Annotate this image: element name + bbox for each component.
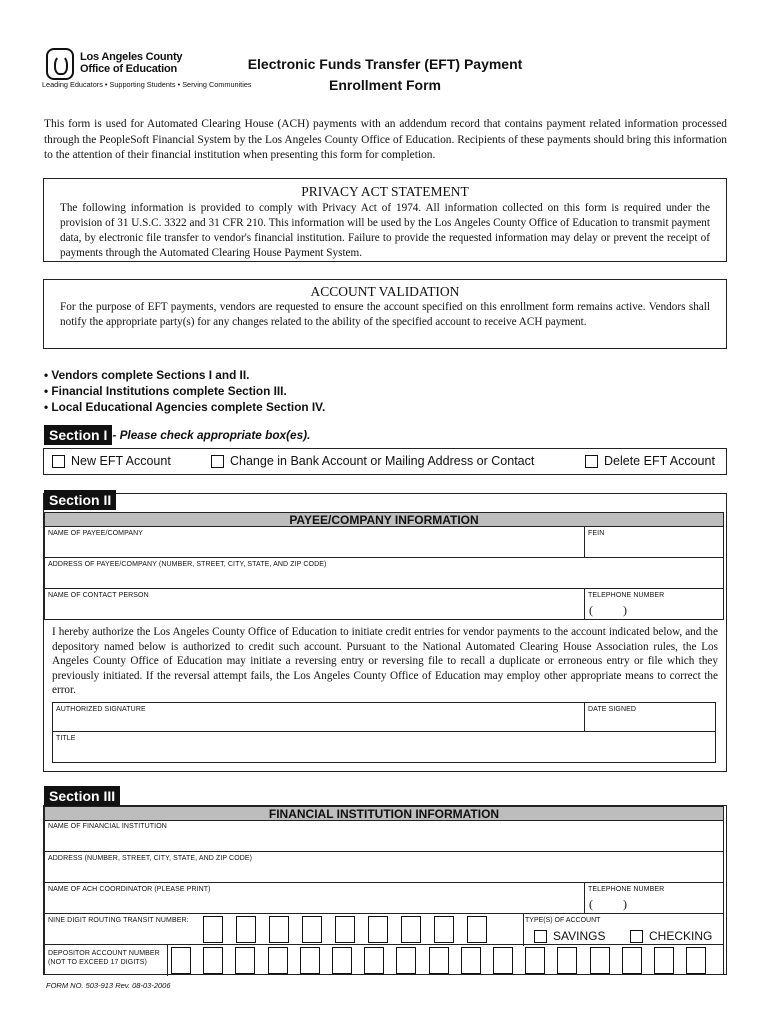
institution-name-field[interactable] <box>44 820 724 852</box>
payee-phone-label: TELEPHONE NUMBER <box>588 592 665 599</box>
institution-name-label: NAME OF FINANCIAL INSTITUTION <box>48 823 167 830</box>
institution-address-label: ADDRESS (NUMBER, STREET, CITY, STATE, AND ZIP CODE) <box>48 855 253 862</box>
change-bank-checkbox[interactable] <box>211 455 224 468</box>
option-label: Change in Bank Account or Mailing Address or Contact <box>230 454 535 468</box>
account-validation-box <box>43 279 727 349</box>
authorized-signature-field[interactable] <box>52 702 585 732</box>
section2-tag: Section II <box>44 490 116 510</box>
routing-digit-box[interactable] <box>434 916 454 943</box>
checking-label: CHECKING <box>649 929 713 943</box>
routing-digit-box[interactable] <box>467 916 487 943</box>
payee-address-label: ADDRESS OF PAYEE/COMPANY (NUMBER, STREET, CITY, STATE, AND ZIP CODE) <box>48 561 327 568</box>
org-name-line2: Office of Education <box>80 63 178 75</box>
option-change-bank[interactable] <box>211 454 534 468</box>
account-digit-box[interactable] <box>461 947 481 974</box>
account-digit-box[interactable] <box>429 947 449 974</box>
institution-phone-field[interactable] <box>584 882 724 914</box>
delete-eft-checkbox[interactable] <box>585 455 598 468</box>
account-digit-box[interactable] <box>268 947 288 974</box>
account-digit-box[interactable] <box>493 947 513 974</box>
intro-paragraph: This form is used for Automated Clearing House (ACH) payments with an addendum record that contains payment related information processed through the PeopleSoft Financial System by the Los Angeles County Office of Education. Recipients of these payments should bring this information to the attention of their financial institution when presenting this form for completion. <box>44 118 727 161</box>
instructions-list <box>44 367 325 415</box>
routing-digit-box[interactable] <box>335 916 355 943</box>
account-digit-box[interactable] <box>396 947 416 974</box>
routing-digit-box[interactable] <box>302 916 322 943</box>
payee-name-label: NAME OF PAYEE/COMPANY <box>48 530 144 537</box>
fein-field[interactable] <box>584 526 724 558</box>
routing-digit-box[interactable] <box>236 916 256 943</box>
contact-person-label: NAME OF CONTACT PERSON <box>48 592 149 599</box>
signature-label: AUTHORIZED SIGNATURE <box>56 706 146 713</box>
ach-coordinator-label: NAME OF ACH COORDINATOR (PLEASE PRINT) <box>48 886 211 893</box>
section1-options <box>43 448 727 475</box>
phone-mask: ( ) <box>589 603 627 617</box>
account-digit-box[interactable] <box>332 947 352 974</box>
authorization-text: I hereby authorize the Los Angeles County Office of Education to initiate credit entries for vendor payments to the account indicated below, and the depository named below is authorized to credit such account. Pursuant to the National Automated Clearing House Association rules, the Los Angeles County Office of Education may initiate a reversing entry or reversing file to recall a duplicate or erroneous entry or file which they previously initiated. If the reversal attempt fails, the Los Angeles County Office of Education may employ other appropriate means to correct the error. <box>52 626 718 697</box>
routing-digit-box[interactable] <box>368 916 388 943</box>
checking-option[interactable] <box>630 929 712 943</box>
section1-note: - Please check appropriate box(es). <box>112 428 311 442</box>
financial-institution-bar: FINANCIAL INSTITUTION INFORMATION <box>44 806 724 821</box>
org-name-line1: Los Angeles County <box>80 51 183 63</box>
routing-digit-box[interactable] <box>269 916 289 943</box>
privacy-heading: PRIVACY ACT STATEMENT <box>301 184 469 199</box>
fein-label: FEIN <box>588 530 605 537</box>
instruction-item: • Local Educational Agencies complete Section IV. <box>44 400 326 414</box>
privacy-act-box <box>43 178 727 262</box>
account-label-line1: DEPOSITOR ACCOUNT NUMBER <box>48 950 160 957</box>
form-title <box>200 54 570 96</box>
account-digit-box[interactable] <box>171 947 191 974</box>
institution-phone-label: TELEPHONE NUMBER <box>588 886 665 893</box>
date-signed-label: DATE SIGNED <box>588 706 637 713</box>
account-label-line2: (NOT TO EXCEED 17 DIGITS) <box>48 959 147 966</box>
savings-option[interactable] <box>534 929 605 943</box>
option-label: New EFT Account <box>71 454 171 468</box>
savings-label: SAVINGS <box>553 929 606 943</box>
phone-mask: ( ) <box>589 897 627 911</box>
savings-checkbox[interactable] <box>534 930 547 943</box>
section3-tag: Section III <box>44 786 120 806</box>
instruction-item: • Financial Institutions complete Section III. <box>44 384 287 398</box>
account-digit-box[interactable] <box>300 947 320 974</box>
form-title-line1: Electronic Funds Transfer (EFT) Payment <box>247 56 523 72</box>
checking-checkbox[interactable] <box>630 930 643 943</box>
payee-phone-field[interactable] <box>584 588 724 620</box>
ach-coordinator-field[interactable] <box>44 882 585 914</box>
account-digit-box[interactable] <box>235 947 255 974</box>
routing-digit-box[interactable] <box>401 916 421 943</box>
section1-tag: Section I <box>44 425 112 445</box>
routing-digit-box[interactable] <box>203 916 223 943</box>
title-field[interactable] <box>52 731 716 763</box>
validation-heading: ACCOUNT VALIDATION <box>310 284 460 299</box>
account-digit-box[interactable] <box>654 947 674 974</box>
payee-name-field[interactable] <box>44 526 585 558</box>
account-digit-box[interactable] <box>557 947 577 974</box>
instruction-item: • Vendors complete Sections I and II. <box>44 368 250 382</box>
account-digit-box[interactable] <box>364 947 384 974</box>
section1-header <box>44 425 310 445</box>
org-tagline: Leading Educators • Supporting Students • Serving Communities <box>42 80 252 89</box>
option-new-eft[interactable] <box>52 454 171 468</box>
account-digit-box[interactable] <box>203 947 223 974</box>
new-eft-checkbox[interactable] <box>52 455 65 468</box>
validation-text: For the purpose of EFT payments, vendors are requested to ensure the account specified on this enrollment form remains active. Vendors shall notify the appropriate party(s) for any changes related to the ability of the specified account to receive ACH payment. <box>60 301 710 328</box>
institution-address-field[interactable] <box>44 851 724 883</box>
option-delete-eft[interactable] <box>585 454 715 468</box>
account-digit-box[interactable] <box>622 947 642 974</box>
payee-bar: PAYEE/COMPANY INFORMATION <box>44 512 724 527</box>
account-digit-box[interactable] <box>686 947 706 974</box>
form-number: FORM NO. 503-913 Rev. 08-03-2006 <box>46 981 171 990</box>
routing-label: NINE DIGIT ROUTING TRANSIT NUMBER: <box>48 917 189 924</box>
date-signed-field[interactable] <box>584 702 716 732</box>
account-number-label <box>48 949 160 967</box>
contact-person-field[interactable] <box>44 588 585 620</box>
form-title-line2: Enrollment Form <box>328 77 441 93</box>
option-label: Delete EFT Account <box>604 454 715 468</box>
privacy-text: The following information is provided to comply with Privacy Act of 1974. All information collected on this form is required under the provision of 31 U.S.C. 3322 and 31 CFR 210. This information will be used by the Los Angeles County Office of Education to transmit payment data, by electronic file transfer to vendor's financial institution. Failure to provide the requested information may delay or prevent the receipt of payments through the Automated Clearing House Payment System. <box>60 202 710 259</box>
title-label: TITLE <box>56 735 76 742</box>
account-types-label: TYPE(S) OF ACCOUNT <box>525 917 601 924</box>
lacoe-logo-icon <box>46 48 74 80</box>
account-digit-box[interactable] <box>525 947 545 974</box>
payee-address-field[interactable] <box>44 557 724 589</box>
account-digit-box[interactable] <box>590 947 610 974</box>
